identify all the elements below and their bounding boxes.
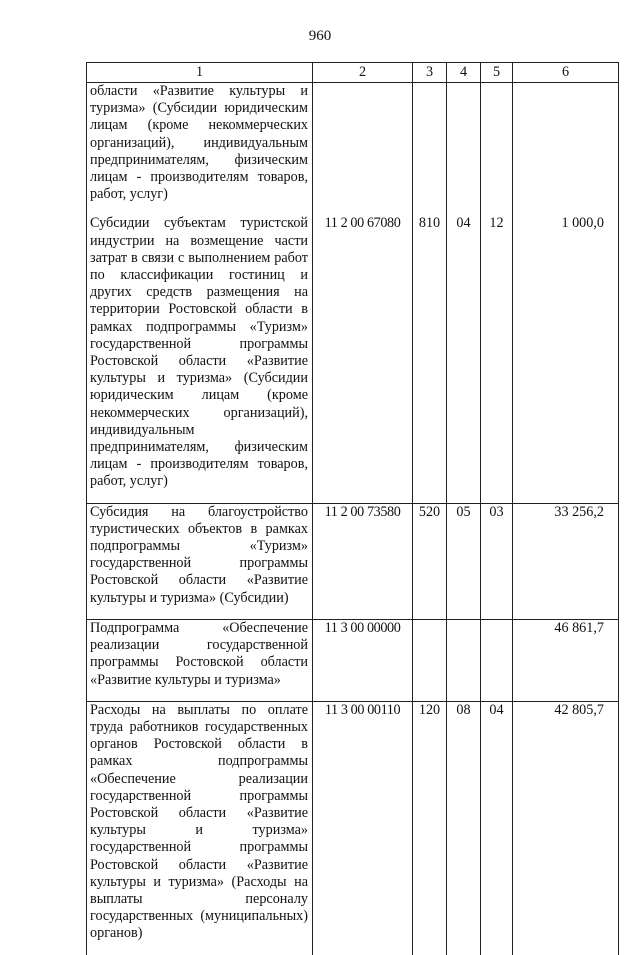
row-col5 [481,619,513,701]
row-col3: 520 [413,503,447,619]
row-amount [513,83,619,216]
row-code: 11 2 00 73580 [313,503,413,619]
row-amount: 46 861,7 [513,619,619,701]
table-row [87,215,619,503]
row-col4 [447,619,481,701]
row-name: области «Развитие культуры и туризма» (Субсидии юридическим лицам (кроме некоммерческих организаций), индивидуальным предпринимателям, физическим лицам - производителям товаров, работ, услуг) [87,83,313,216]
column-header: 4 [447,63,481,83]
row-code [313,83,413,216]
row-amount: 33 256,2 [513,503,619,619]
row-amount: 1 000,0 [513,215,619,503]
row-name: Субсидия на благоустройство туристических объектов в рамках подпрограммы «Туризм» государственной программы Ростовской области «Развитие культуры и туризма» (Субсидии) [87,503,313,619]
row-col5: 04 [481,701,513,954]
row-col4: 05 [447,503,481,619]
row-col4: 08 [447,701,481,954]
row-col5: 12 [481,215,513,503]
row-col5: 03 [481,503,513,619]
table-row [87,83,619,216]
column-header: 5 [481,63,513,83]
table-row [87,619,619,701]
row-amount: 42 805,7 [513,701,619,954]
row-name: Подпрограмма «Обеспечение реализации государственной программы Ростовской области «Развитие культуры и туризма» [87,619,313,701]
page-number: 960 [308,28,332,44]
row-col4 [447,83,481,216]
column-header: 3 [413,63,447,83]
row-col3 [413,83,447,216]
row-code: 11 3 00 00000 [313,619,413,701]
budget-table [86,62,619,955]
table-row [87,701,619,954]
column-header: 6 [513,63,619,83]
row-col5 [481,83,513,216]
column-header: 2 [313,63,413,83]
row-col3: 810 [413,215,447,503]
row-code: 11 2 00 67080 [313,215,413,503]
column-header: 1 [87,63,313,83]
row-col3: 120 [413,701,447,954]
row-col4: 04 [447,215,481,503]
row-code: 11 3 00 00110 [313,701,413,954]
table-header [87,63,619,83]
table-row [87,503,619,619]
row-col3 [413,619,447,701]
row-name: Расходы на выплаты по оплате труда работников государственных органов Ростовской области в рамках подпрограммы «Обеспечение реализации государственной программы Ростовской области «Развитие культуры и туризма» государственной программы Ростовской области «Развитие культуры и туризма» (Расходы на выплаты персоналу государственных (муниципальных) органов) [87,701,313,954]
row-name: Субсидии субъектам туристской индустрии на возмещение части затрат в связи с выполнением работ по классификации гостиниц и других средств размещения на территории Ростовской области в рамках подпрограммы «Туризм» государственной программы Ростовской области «Развитие культуры и туризма» (Субсидии юридическим лицам (кроме некоммерческих организаций), индивидуальным предпринимателям, физическим лицам - производителям товаров, работ, услуг) [87,215,313,503]
